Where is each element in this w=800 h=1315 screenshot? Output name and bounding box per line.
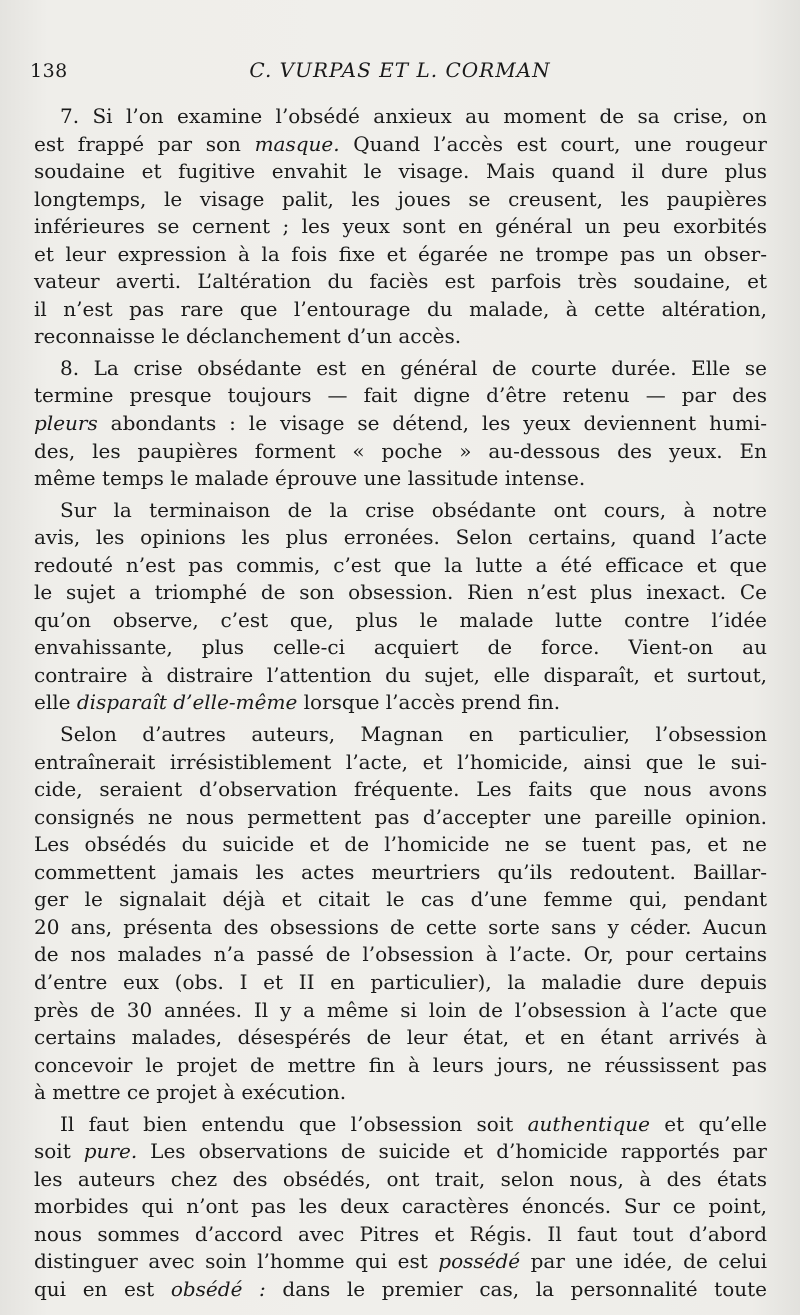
text-run: elle <box>34 690 77 715</box>
text-line <box>34 1111 767 1139</box>
text-line <box>34 186 767 214</box>
text-line <box>34 1193 767 1221</box>
text-line <box>34 410 767 438</box>
text-run: d’entre eux (obs. I et II en particulier), la maladie dure depuis <box>34 969 767 994</box>
italic-text: disparaît d’elle-même <box>76 690 298 715</box>
text-line <box>34 103 767 131</box>
text-run: 7. Si l’on examine l’obsédé anxieux au moment de sa crise, on <box>60 104 767 128</box>
text-line <box>34 776 767 804</box>
paragraph-p11 <box>34 1111 767 1304</box>
text-run: distinguer avec soin l’homme qui est <box>34 1249 439 1274</box>
text-line <box>34 1079 767 1107</box>
italic-text: pleurs <box>34 411 98 436</box>
text-run: 20 ans, présenta des obsessions de cette sorte sans y céder. Aucun <box>34 914 767 939</box>
text-line <box>34 1276 767 1304</box>
text-run: concevoir le projet de mettre fin à leurs jours, ne réussissent pas <box>34 1052 767 1077</box>
text-run: vateur averti. L’altération du faciès est parfois très soudaine, et <box>34 269 767 294</box>
text-run: ger le signalait déjà et citait le cas d’une femme qui, pendant <box>34 887 767 912</box>
italic-text: authentique <box>527 1111 650 1136</box>
text-run: termine presque toujours — fait digne d’être retenu — par des <box>34 383 767 408</box>
text-line <box>34 831 767 859</box>
text-run: avis, les opinions les plus erronées. Selon certains, quand l’acte <box>34 525 767 550</box>
text-line <box>34 241 767 269</box>
text-run: de nos malades n’a passé de l’obsession à l’acte. Or, pour certains <box>34 942 767 967</box>
text-line <box>34 268 767 296</box>
text-line <box>34 497 767 525</box>
text-run: inférieures se cernent ; les yeux sont en général un peu exorbités <box>34 214 767 239</box>
text-run: Les observations de suicide et d’homicide rapportés par <box>137 1139 767 1164</box>
text-run: qui en est <box>34 1276 171 1301</box>
text-line <box>34 634 767 662</box>
text-run: abondants : le visage se détend, les yeux deviennent humi- <box>97 411 767 436</box>
text-line <box>34 524 767 552</box>
body-text <box>34 103 767 1304</box>
page-header <box>30 58 770 88</box>
text-run: et leur expression à la fois fixe et égarée ne trompe pas un obser- <box>34 241 767 266</box>
text-line <box>34 689 767 717</box>
text-line <box>34 1052 767 1080</box>
text-run: il n’est pas rare que l’entourage du malade, à cette altération, <box>34 296 767 321</box>
text-line <box>34 579 767 607</box>
text-run: certains malades, désespérés de leur état, et en étant arrivés à <box>34 1025 767 1050</box>
text-run: longtemps, le visage palit, les joues se creusent, les paupières <box>34 186 767 211</box>
text-line <box>34 997 767 1025</box>
text-line <box>34 1166 767 1194</box>
text-line <box>34 1221 767 1249</box>
text-run: des, les paupières forment « poche » au-dessous des yeux. En <box>34 438 767 463</box>
text-run: Il faut bien entendu que l’obsession soit <box>60 1111 528 1136</box>
text-line <box>34 382 767 410</box>
page-number: 138 <box>30 60 68 82</box>
text-line <box>34 941 767 969</box>
text-line <box>34 969 767 997</box>
text-line <box>34 323 767 351</box>
text-run: redouté n’est pas commis, c’est que la lutte a été efficace et que <box>34 552 767 577</box>
text-run: morbides qui n’ont pas les deux caractères énoncés. Sur ce point, <box>34 1194 767 1219</box>
italic-text: masque. <box>254 131 340 156</box>
text-run: entraînerait irrésistiblement l’acte, et l’homicide, ainsi que le sui- <box>34 749 767 774</box>
text-run: le sujet a triomphé de son obsession. Rien n’est plus inexact. Ce <box>34 580 767 605</box>
text-run: par une idée, de celui <box>520 1249 767 1274</box>
text-line <box>34 213 767 241</box>
text-run: consignés ne nous permettent pas d’accepter une pareille opinion. <box>34 804 767 829</box>
text-line <box>34 662 767 690</box>
text-run: soit <box>34 1139 84 1164</box>
text-run: Quand l’accès est court, une rougeur <box>339 131 767 156</box>
text-line <box>34 296 767 324</box>
text-run: est frappé par son <box>34 131 255 156</box>
text-run: Les obsédés du suicide et de l’homicide ne se tuent pas, et ne <box>34 832 767 857</box>
text-run: cide, seraient d’observation fréquente. Les faits que nous avons <box>34 777 767 802</box>
text-run: à mettre ce projet à exécution. <box>34 1080 347 1105</box>
text-line <box>34 1248 767 1276</box>
italic-text: possédé <box>438 1249 521 1274</box>
paragraph-p8 <box>34 355 767 493</box>
text-run: lorsque l’accès prend fin. <box>297 690 561 715</box>
text-line <box>34 1024 767 1052</box>
italic-text: obsédé : <box>170 1276 266 1301</box>
text-run: Sur la terminaison de la crise obsédante ont cours, à notre <box>60 497 767 522</box>
text-line <box>34 914 767 942</box>
paragraph-p10 <box>34 721 767 1107</box>
text-run: même temps le malade éprouve une lassitude intense. <box>34 466 586 491</box>
text-run: reconnaisse le déclanchement d’un accès. <box>34 324 462 349</box>
text-run: 8. La crise obsédante est en général de courte durée. Elle se <box>60 355 767 380</box>
text-run: Selon d’autres auteurs, Magnan en particulier, l’obsession <box>60 722 767 747</box>
text-line <box>34 438 767 466</box>
italic-text: pure. <box>83 1139 138 1164</box>
text-run: contraire à distraire l’attention du sujet, elle disparaît, et surtout, <box>34 662 767 687</box>
text-run: soudaine et fugitive envahit le visage. Mais quand il dure plus <box>34 159 767 184</box>
text-run: dans le premier cas, la personnalité toute <box>265 1276 767 1301</box>
text-run: et qu’elle <box>650 1111 767 1136</box>
text-line <box>34 749 767 777</box>
text-line <box>34 465 767 493</box>
running-head: C. VURPAS ET L. CORMAN <box>249 58 551 82</box>
text-run: commettent jamais les actes meurtriers qu’ils redoutent. Baillar- <box>34 859 767 884</box>
text-line <box>34 721 767 749</box>
text-line <box>34 804 767 832</box>
text-line <box>34 355 767 383</box>
text-line <box>34 1138 767 1166</box>
text-run: envahissante, plus celle-ci acquiert de force. Vient-on au <box>34 635 767 660</box>
text-line <box>34 607 767 635</box>
paragraph-p7 <box>34 103 767 351</box>
text-run: nous sommes d’accord avec Pitres et Régis. Il faut tout d’abord <box>34 1221 767 1246</box>
text-run: qu’on observe, c’est que, plus le malade lutte contre l’idée <box>34 607 767 632</box>
text-run: près de 30 années. Il y a même si loin de l’obsession à l’acte que <box>34 997 767 1022</box>
paragraph-p9 <box>34 497 767 717</box>
text-line <box>34 859 767 887</box>
text-line <box>34 552 767 580</box>
text-run: les auteurs chez des obsédés, ont trait, selon nous, à des états <box>34 1166 767 1191</box>
text-line <box>34 886 767 914</box>
text-line <box>34 158 767 186</box>
text-line <box>34 131 767 159</box>
